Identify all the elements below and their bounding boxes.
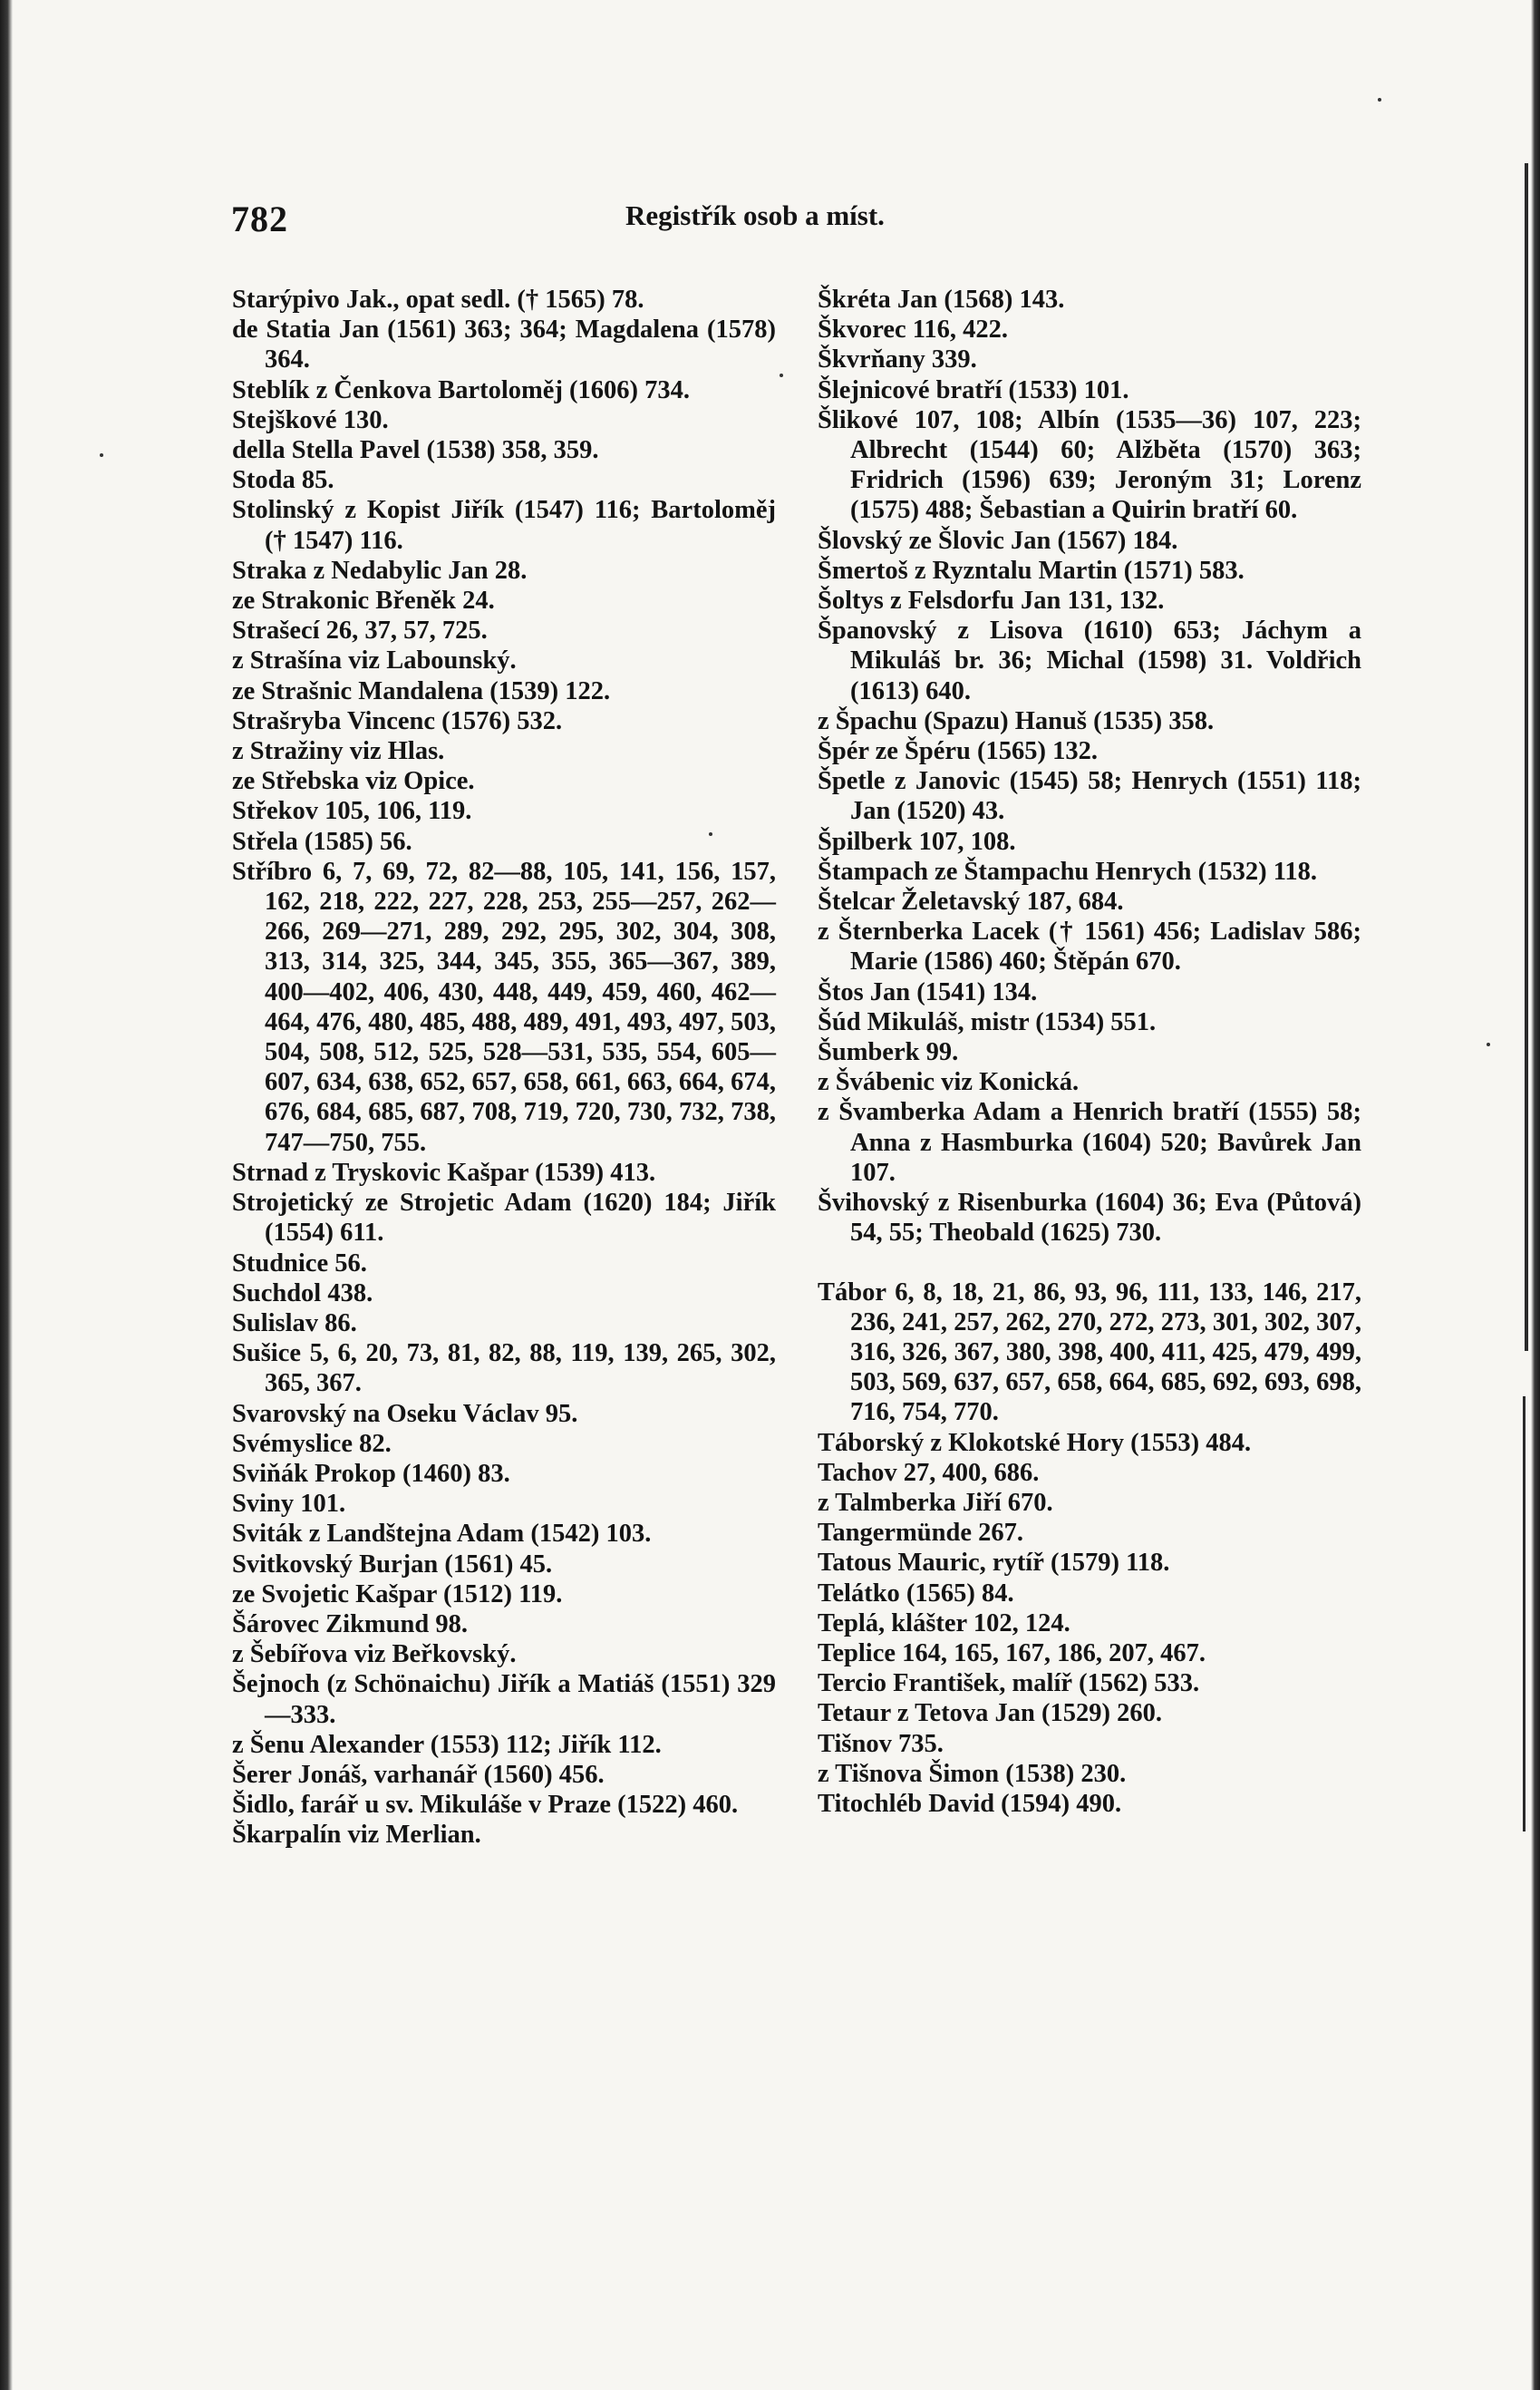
page-left-edge-shadow — [0, 0, 13, 2390]
print-speck — [1378, 98, 1381, 102]
index-entry: Sviny 101. — [232, 1490, 346, 1519]
index-entry: Tetaur z Tetova Jan (1529) 260. — [818, 1699, 1163, 1728]
index-entry: Šárovec Zikmund 98. — [232, 1609, 468, 1638]
index-entry: Šúd Mikuláš, mistr (1534) 551. — [818, 1007, 1157, 1036]
print-speck — [100, 453, 103, 457]
index-entry: Stolinský z Kopist Jiřík (1547) 116; Bartoloměj († 1547) 116. — [232, 496, 776, 555]
index-entry: z Šternberka Lacek († 1561) 456; Ladislav 586; Marie (1586) 460; Štěpán 670. — [818, 918, 1361, 976]
index-entry: Šoltys z Felsdorfu Jan 131, 132. — [818, 587, 1165, 616]
index-entry: della Stella Pavel (1538) 358, 359. — [232, 436, 599, 465]
index-entry: z Šenu Alexander (1553) 112; Jiřík 112. — [232, 1730, 662, 1759]
index-entry: Šejnoch (z Schönaichu) Jiřík a Matiáš (1551) 329—333. — [232, 1670, 776, 1729]
index-entry: Teplá, klášter 102, 124. — [818, 1608, 1070, 1637]
index-entry: z Talmberka Jiří 670. — [818, 1488, 1053, 1517]
index-entry: Táborský z Klokotské Hory (1553) 484. — [818, 1428, 1252, 1457]
index-entry: Štampach ze Štampachu Henrych (1532) 118. — [818, 857, 1317, 886]
index-entry: Sviták z Landštejna Adam (1542) 103. — [232, 1520, 652, 1549]
binding-rule — [1525, 163, 1528, 1351]
index-entry: z Tišnova Šimon (1538) 230. — [818, 1759, 1127, 1788]
index-entry: Strojetický ze Strojetic Adam (1620) 184; Jiřík (1554) 611. — [232, 1189, 776, 1248]
index-entry: Škvrňany 339. — [818, 345, 977, 374]
index-entry: Špetle z Janovic (1545) 58; Henrych (1551) 118; Jan (1520) 43. — [818, 767, 1361, 826]
index-entry: Telátko (1565) 84. — [818, 1579, 1014, 1608]
index-entry: Teplice 164, 165, 167, 186, 207, 467. — [818, 1638, 1206, 1667]
index-entry: Starýpivo Jak., opat sedl. († 1565) 78. — [232, 286, 644, 314]
index-entry: z Stražiny viz Hlas. — [232, 737, 445, 766]
running-title: Registřík osob a míst. — [625, 199, 885, 231]
print-speck — [1487, 1043, 1490, 1046]
index-entry: Tišnov 735. — [818, 1729, 944, 1758]
index-entry: Šlovský ze Šlovic Jan (1567) 184. — [818, 526, 1178, 555]
index-entry: Stříbro 6, 7, 69, 72, 82—88, 105, 141, 156, 157, 162, 218, 222, 227, 228, 253, 255—257, 262—266, 269—271, 289, 292, 295, 302, 304, 308, 313, 314, 325, 344, 345, 355, 365—367, 389, 400—402, 406, 430, 448, 449, 459, 460, 462—464, 476, 480, 485, 488, 489, 491, 493, 497, 503, 504, 508, 512, 525, 528—531, 535, 554, 605—607, 634, 638, 652, 657, 658, 661, 663, 664, 674, 676, 684, 685, 687, 708, 719, 720, 730, 732, 738, 747—750, 755. — [232, 857, 776, 1157]
index-entry: Šerer Jonáš, varhanář (1560) 456. — [232, 1760, 605, 1789]
index-entry: Střela (1585) 56. — [232, 827, 412, 856]
index-entry: Špér ze Špéru (1565) 132. — [818, 737, 1098, 766]
print-speck — [780, 374, 783, 377]
index-entry: Stoda 85. — [232, 466, 334, 495]
index-entry: z Šebířova viz Beřkovský. — [232, 1640, 517, 1669]
index-entry: ze Strakonic Břeněk 24. — [232, 587, 495, 616]
index-entry: Střekov 105, 106, 119. — [232, 797, 472, 826]
page-number: 782 — [231, 199, 288, 239]
index-entry: Stejškové 130. — [232, 405, 389, 434]
index-entry: Štelcar Želetavský 187, 684. — [818, 888, 1124, 917]
index-entry: ze Strašnic Mandalena (1539) 122. — [232, 676, 611, 705]
index-entry: Škvorec 116, 422. — [818, 316, 1009, 345]
index-column-left — [232, 285, 776, 1851]
index-entry: z Strašína viz Labounský. — [232, 646, 517, 675]
index-entry: Tatous Mauric, rytíř (1579) 118. — [818, 1549, 1170, 1578]
index-entry: z Špachu (Spazu) Hanuš (1535) 358. — [818, 706, 1215, 735]
index-entry: Strašecí 26, 37, 57, 725. — [232, 617, 488, 646]
index-entry: Tercio František, malíř (1562) 533. — [818, 1669, 1200, 1698]
index-entry: Škarpalín viz Merlian. — [232, 1821, 481, 1850]
binding-rule-lower — [1523, 1396, 1525, 1831]
index-entry: Švihovský z Risenburka (1604) 36; Eva (Půtová) 54, 55; Theobald (1625) 730. — [818, 1189, 1361, 1248]
index-entry: Strašryba Vincenc (1576) 532. — [232, 706, 563, 735]
index-entry: z Švábenic viz Konická. — [818, 1068, 1080, 1097]
index-entry: Šlejnicové bratří (1533) 101. — [818, 375, 1129, 404]
index-entry: Strnad z Tryskovic Kašpar (1539) 413. — [232, 1158, 656, 1187]
index-entry: Sulislav 86. — [232, 1308, 357, 1337]
index-entry: Suchdol 438. — [232, 1278, 373, 1307]
index-entry: Svarovský na Oseku Václav 95. — [232, 1399, 578, 1428]
index-column-right — [818, 285, 1361, 1819]
index-entry: Sušice 5, 6, 20, 73, 81, 82, 88, 119, 139, 265, 302, 365, 367. — [232, 1339, 776, 1398]
index-entry: Sviňák Prokop (1460) 83. — [232, 1459, 510, 1488]
index-entry: Titochléb David (1594) 490. — [818, 1789, 1122, 1818]
index-entry: ze Střebska viz Opice. — [232, 767, 475, 796]
index-entry: ze Svojetic Kašpar (1512) 119. — [232, 1579, 563, 1608]
index-entry: z Švamberka Adam a Henrich bratří (1555) 58; Anna z Hasmburka (1604) 520; Bavůrek Jan 107. — [818, 1098, 1361, 1187]
index-entry: Studnice 56. — [232, 1248, 367, 1278]
index-entry: Šidlo, farář u sv. Mikuláše v Praze (1522) 460. — [232, 1791, 739, 1820]
index-entry: Šmertoš z Ryzntalu Martin (1571) 583. — [818, 556, 1245, 585]
index-entry: Steblík z Čenkova Bartoloměj (1606) 734. — [232, 375, 691, 404]
index-entry: de Statia Jan (1561) 363; 364; Magdalena (1578) 364. — [232, 316, 776, 374]
index-entry: Svémyslice 82. — [232, 1429, 392, 1458]
page-right-edge-shadow — [1531, 0, 1540, 2390]
index-entry: Španovský z Lisova (1610) 653; Jáchym a Mikuláš br. 36; Michal (1598) 31. Voldřich (1613) 640. — [818, 617, 1361, 705]
index-entry: Škréta Jan (1568) 143. — [818, 286, 1065, 314]
index-entry: Šlikové 107, 108; Albín (1535—36) 107, 223; Albrecht (1544) 60; Alžběta (1570) 363; Fridrich (1596) 639; Jeroným 31; Lorenz (1575) 488; Šebastian a Quirin bratří 60. — [818, 405, 1361, 525]
index-entry: Šumberk 99. — [818, 1038, 959, 1067]
print-speck — [709, 832, 712, 836]
index-entry: Tábor 6, 8, 18, 21, 86, 93, 96, 111, 133, 146, 217, 236, 241, 257, 262, 270, 272, 273, 301, 302, 307, 316, 326, 367, 380, 398, 400, 411, 425, 479, 499, 503, 569, 637, 657, 658, 664, 685, 692, 693, 698, 716, 754, 770. — [818, 1278, 1361, 1427]
index-entry: Svitkovský Burjan (1561) 45. — [232, 1550, 553, 1579]
index-entry: Špilberk 107, 108. — [818, 827, 1016, 856]
index-entry: Tangermünde 267. — [818, 1519, 1023, 1548]
index-entry: Tachov 27, 400, 686. — [818, 1458, 1040, 1487]
index-entry: Štos Jan (1541) 134. — [818, 977, 1038, 1006]
index-entry: Straka z Nedabylic Jan 28. — [232, 556, 528, 585]
